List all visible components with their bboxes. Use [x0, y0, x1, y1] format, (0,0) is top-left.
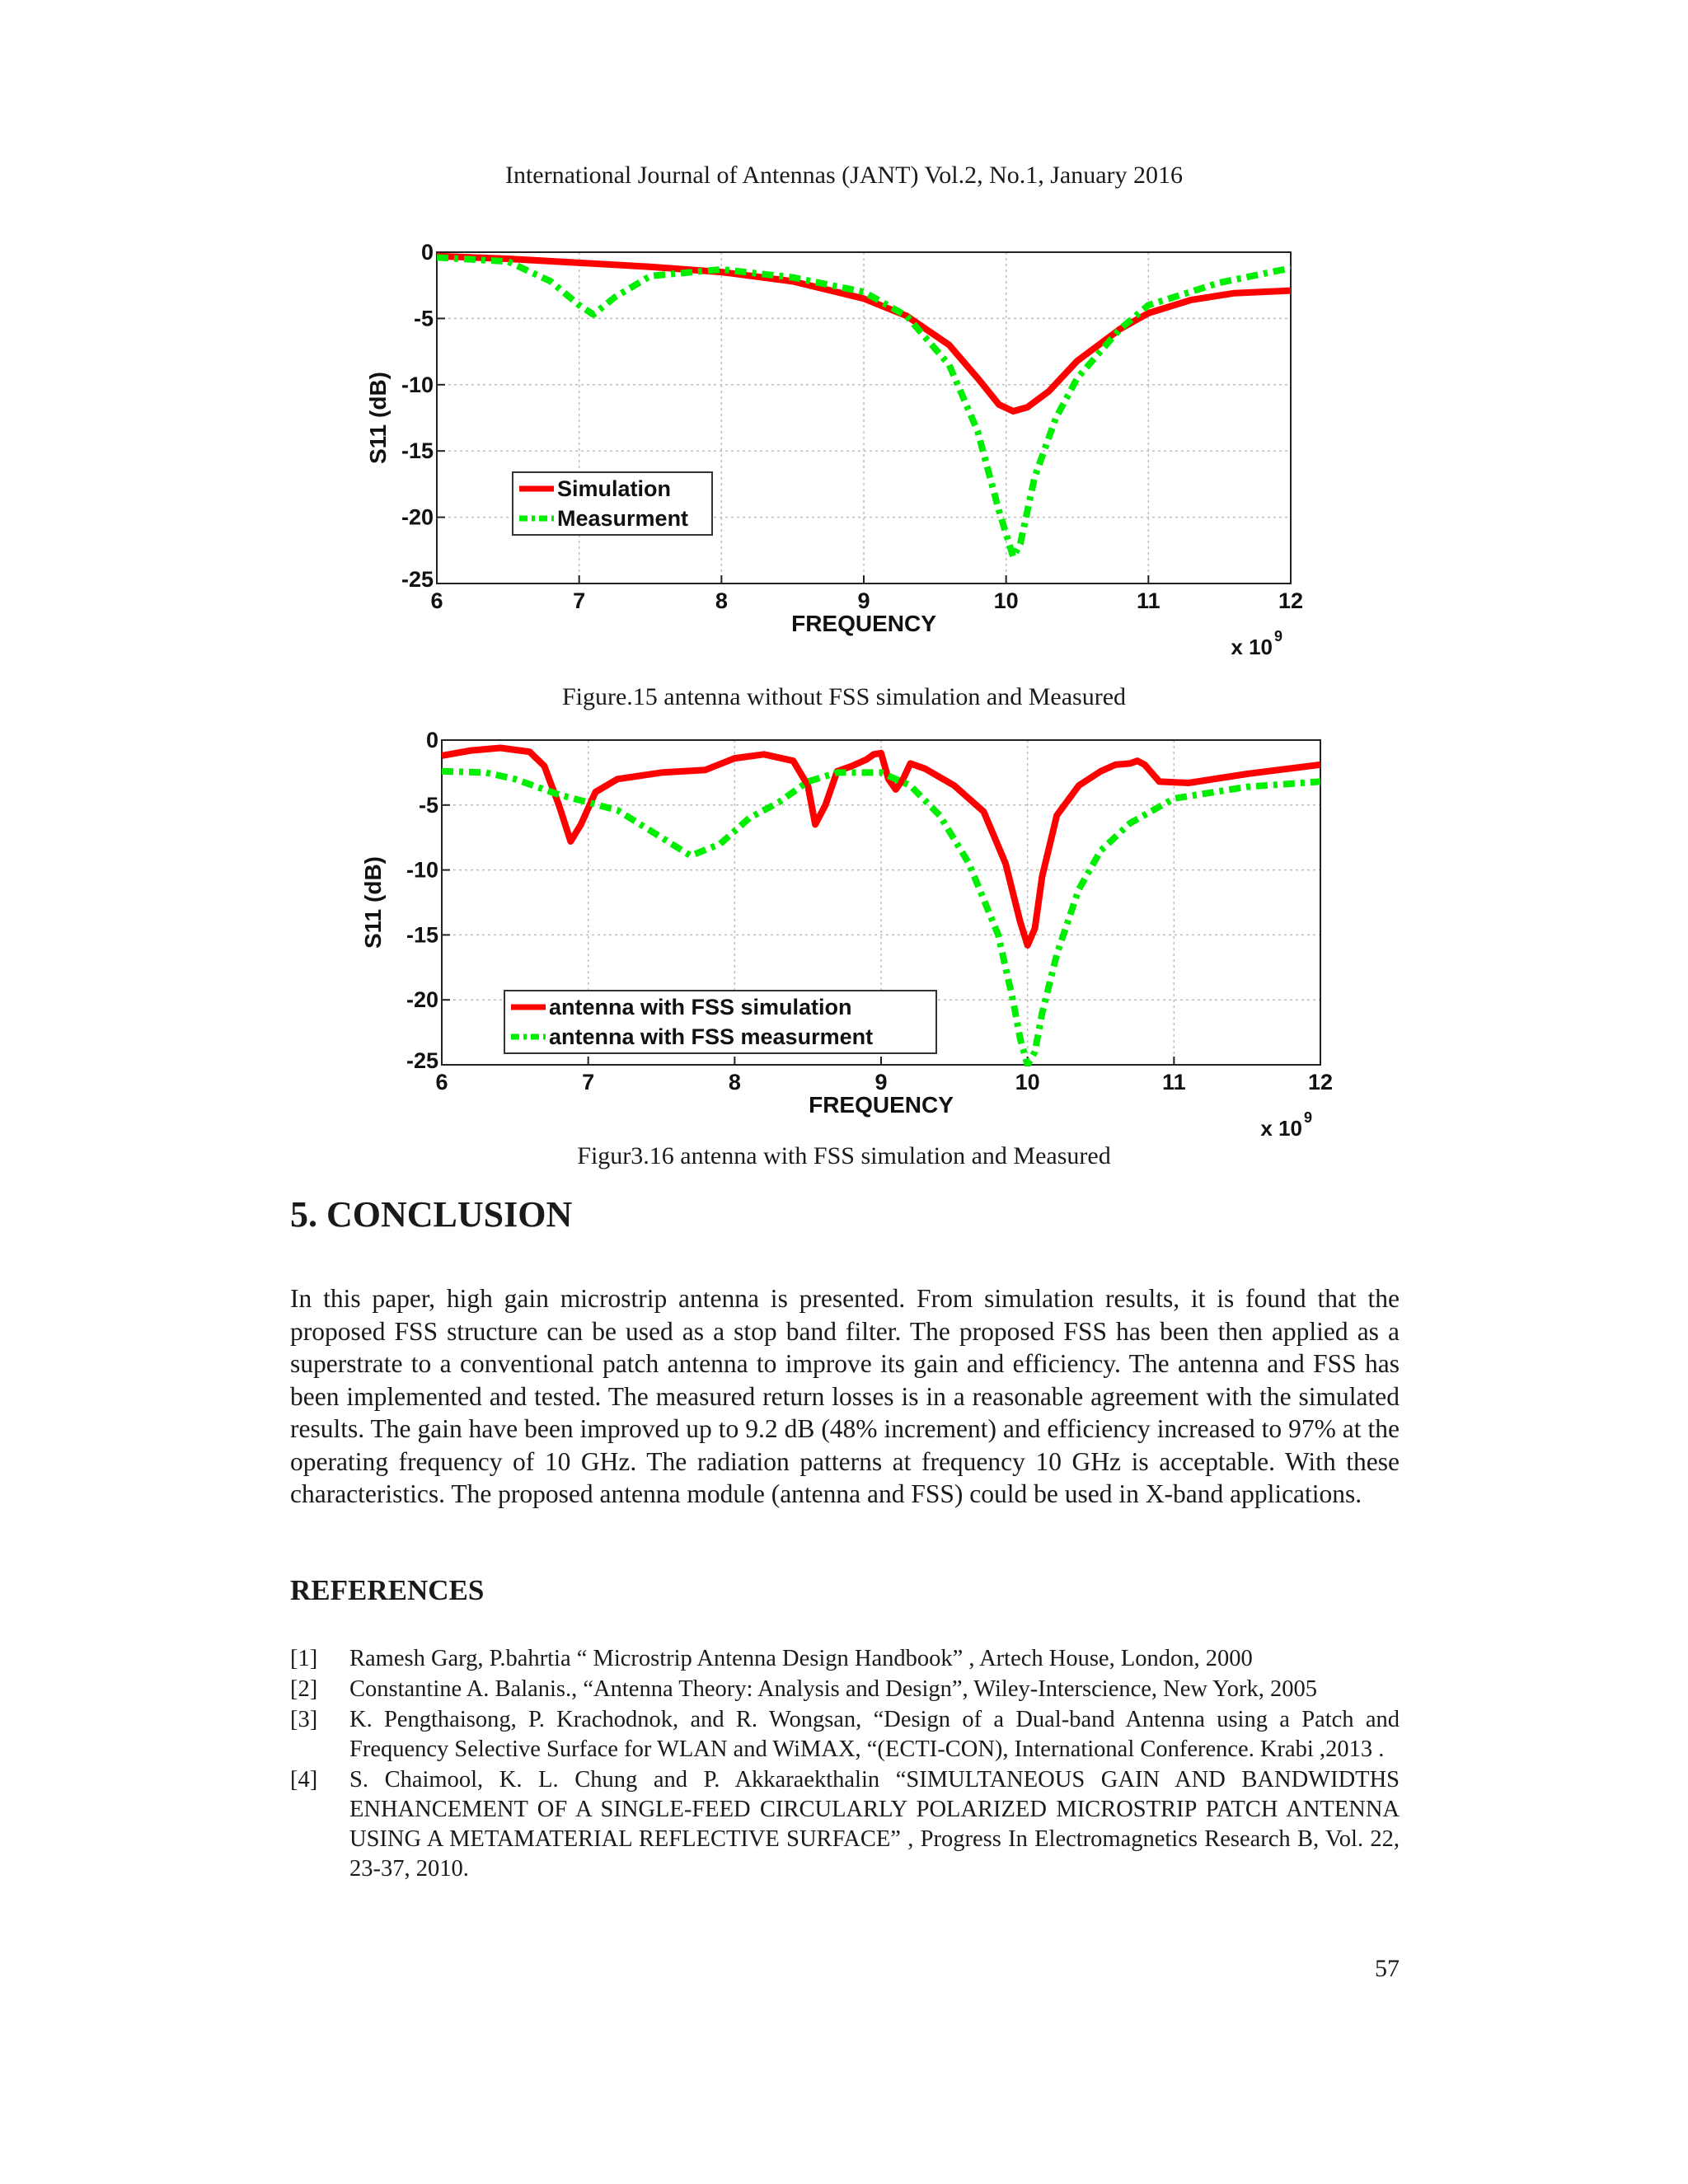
- reference-item: [290, 1765, 1400, 1884]
- x-axis-label: FREQUENCY: [791, 611, 936, 636]
- x-tick-label: 9: [857, 588, 870, 613]
- y-axis-label: S11 (dB): [365, 371, 391, 465]
- reference-item: [290, 1644, 1400, 1674]
- legend-label: antenna with FSS measurment: [549, 1024, 874, 1049]
- x-tick-label: 8: [715, 588, 728, 613]
- legend-label: Measurment: [557, 506, 689, 531]
- x-tick-label: 6: [435, 1070, 448, 1094]
- chart-legend: [513, 472, 712, 535]
- y-tick-label: -25: [406, 1048, 438, 1073]
- reference-item: [290, 1675, 1400, 1704]
- x-tick-label: 12: [1278, 588, 1304, 613]
- y-axis-label: S11 (dB): [360, 855, 386, 949]
- x-tick-label: 10: [993, 588, 1019, 613]
- y-tick-label: -5: [413, 306, 434, 331]
- x-axis-label: FREQUENCY: [809, 1092, 954, 1118]
- y-tick-label: -10: [406, 857, 438, 883]
- y-tick-label: -10: [401, 372, 434, 397]
- references-list: [290, 1644, 1400, 1885]
- x-tick-label: 9: [874, 1070, 888, 1094]
- x-tick-label: 11: [1137, 588, 1160, 613]
- figure-16-chart: [0, 725, 1688, 1137]
- figure-15-chart: [0, 239, 1688, 676]
- conclusion-heading: 5. CONCLUSION: [290, 1194, 573, 1235]
- x-tick-label: 7: [582, 1070, 595, 1094]
- reference-text: K. Pengthaisong, P. Krachodnok, and R. Wongsan, “Design of a Dual-band Antenna using a Patch and Frequency Selective Surface for WLAN and WiMAX, “(ECTI-CON), International Conference. Krabi ,2013 .: [349, 1707, 1400, 1762]
- reference-item: [290, 1705, 1400, 1765]
- conclusion-paragraph: In this paper, high gain microstrip antenna is presented. From simulation results, it is found that the proposed FSS structure can be used as a stop band filter. The proposed FSS has been then applied as a superstrate to a conventional patch antenna to improve its gain and efficiency. The antenna and FSS has been implemented and tested. The measured return losses is in a reasonable agreement with the simulated results. The gain have been improved up to 9.2 dB (48% increment) and efficiency increased to 97% at the operating frequency of 10 GHz. The radiation patterns at frequency 10 GHz is acceptable. With these characteristics. The proposed antenna module (antenna and FSS) could be used in X-band applications.: [290, 1284, 1400, 1508]
- reference-number: [3]: [290, 1707, 318, 1732]
- y-tick-label: 0: [420, 240, 434, 265]
- figure-16-caption: Figur3.16 antenna with FSS simulation and Measured: [577, 1142, 1111, 1169]
- journal-header: International Journal of Antennas (JANT) Vol.2, No.1, January 2016: [504, 162, 1184, 189]
- references-heading: REFERENCES: [290, 1574, 485, 1606]
- legend-label: antenna with FSS simulation: [549, 995, 852, 1019]
- reference-text: Ramesh Garg, P.bahrtia “ Microstrip Antenna Design Handbook” , Artech House, London, 2000: [349, 1646, 1253, 1671]
- x-tick-label: 7: [573, 588, 586, 613]
- y-tick-label: -15: [406, 922, 438, 948]
- y-tick-label: -5: [418, 792, 438, 818]
- chart-legend: [504, 991, 936, 1053]
- x-tick-label: 6: [430, 588, 443, 613]
- y-tick-label: -20: [401, 504, 434, 530]
- x-multiplier-label: x 10: [1260, 1116, 1302, 1137]
- x-multiplier-exponent: 9: [1274, 628, 1283, 644]
- reference-number: [4]: [290, 1767, 318, 1793]
- reference-number: [1]: [290, 1646, 318, 1671]
- legend-label: Simulation: [557, 476, 672, 501]
- page-number: 57: [1375, 1955, 1400, 1982]
- y-tick-label: -15: [401, 438, 434, 464]
- x-tick-label: 8: [728, 1070, 741, 1094]
- x-tick-label: 11: [1162, 1070, 1186, 1094]
- reference-text: S. Chaimool, K. L. Chung and P. Akkaraekthalin “SIMULTANEOUS GAIN AND BANDWIDTHS ENHANCEMENT OF A SINGLE-FEED CIRCULARLY POLARIZED MICROSTRIP PATCH ANTENNA USING A METAMATERIAL REFLECTIVE SURFACE” , Progress In Electromagnetics Research B, Vol. 22, 23-37, 2010.: [349, 1767, 1400, 1882]
- x-tick-label: 12: [1307, 1070, 1334, 1094]
- x-multiplier-exponent: 9: [1304, 1109, 1313, 1126]
- y-tick-label: -20: [406, 987, 438, 1013]
- figure-15-caption: Figure.15 antenna without FSS simulation and Measured: [561, 683, 1127, 710]
- reference-text: Constantine A. Balanis., “Antenna Theory: Analysis and Design”, Wiley-Interscience, New York, 2005: [349, 1676, 1317, 1702]
- x-multiplier-label: x 10: [1231, 635, 1273, 659]
- y-tick-label: 0: [425, 728, 438, 752]
- y-tick-label: -25: [401, 567, 434, 592]
- reference-number: [2]: [290, 1676, 318, 1702]
- x-tick-label: 10: [1015, 1070, 1040, 1094]
